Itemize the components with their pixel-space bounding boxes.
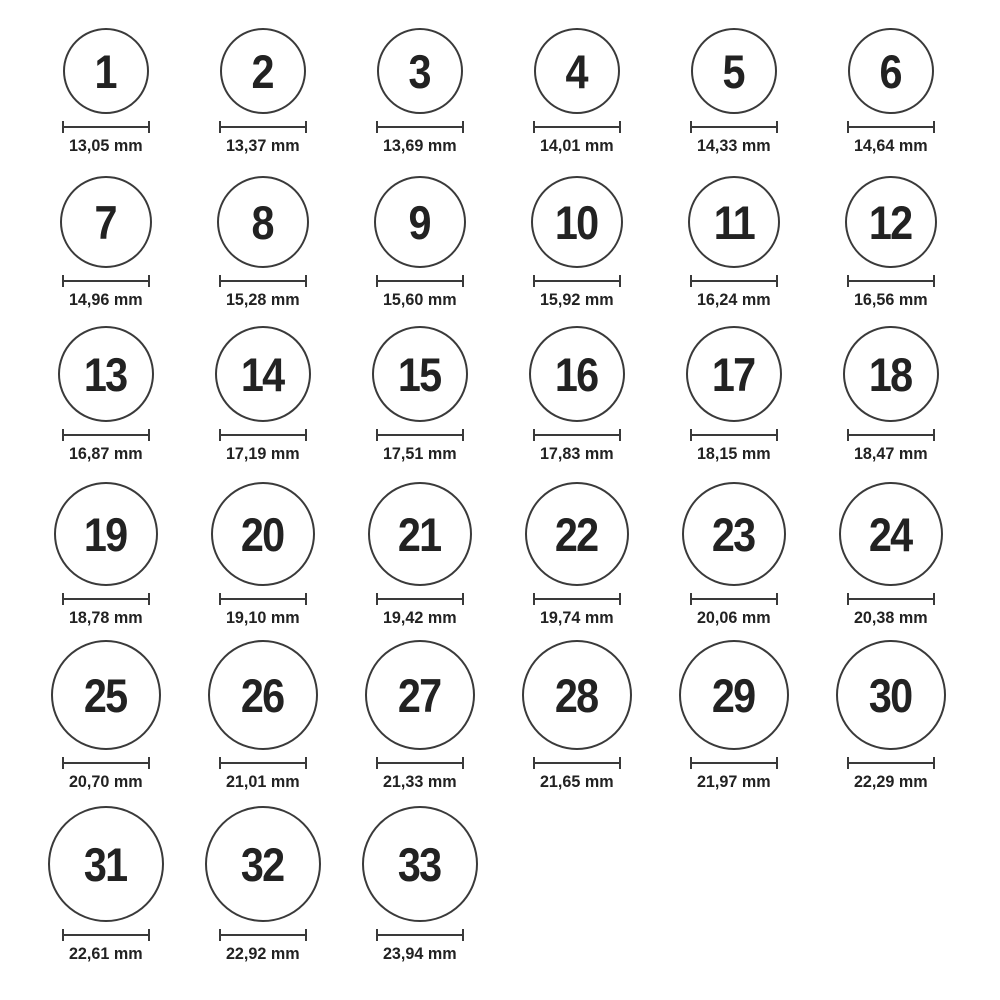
diameter-measure-line [376,757,464,769]
ring-size-number: 12 [869,195,912,249]
ring-size-item [27,482,184,628]
ring-circle [843,326,939,422]
diameter-value: 18,15 mm [696,444,771,463]
diameter-measure-line [219,121,307,133]
ring-size-item [341,326,498,464]
ring-size-number: 25 [84,668,127,722]
ring-size-item [812,482,969,628]
diameter-measure-line [847,593,935,605]
chart-row [27,806,1000,964]
diameter-value: 16,24 mm [696,290,771,309]
ring-size-item [341,640,498,792]
diameter-value: 15,60 mm [382,290,457,309]
ring-size-item [27,326,184,464]
ring-circle [60,176,152,268]
chart-row [27,176,1000,310]
diameter-value: 20,70 mm [68,772,143,791]
diameter-measure-line [62,929,150,941]
ring-circle [686,326,782,422]
diameter-value: 21,65 mm [539,772,614,791]
diameter-measure-line [62,275,150,287]
ring-circle [217,176,309,268]
diameter-value: 15,28 mm [225,290,300,309]
ring-size-number: 15 [398,347,441,401]
ring-size-number: 24 [869,507,912,561]
ring-size-number: 17 [712,347,755,401]
diameter-value: 16,87 mm [68,444,143,463]
ring-size-item [27,806,184,964]
diameter-value: 22,61 mm [68,944,143,963]
ring-size-number: 3 [408,44,431,98]
ring-size-item [498,176,655,310]
ring-circle [848,28,934,114]
ring-circle [845,176,937,268]
ring-size-number: 26 [241,668,284,722]
diameter-measure-line [62,593,150,605]
diameter-measure-line [376,929,464,941]
ring-circle [531,176,623,268]
diameter-value: 22,92 mm [225,944,300,963]
diameter-value: 19,10 mm [225,608,300,627]
diameter-measure-line [690,429,778,441]
ring-circle [525,482,629,586]
ring-size-item [498,28,655,156]
ring-size-number: 33 [398,837,441,891]
ring-circle [688,176,780,268]
ring-circle [208,640,318,750]
ring-circle [522,640,632,750]
chart-row [27,640,1000,792]
ring-size-number: 32 [241,837,284,891]
ring-size-item [655,482,812,628]
diameter-measure-line [847,121,935,133]
diameter-measure-line [62,121,150,133]
diameter-value: 22,29 mm [853,772,928,791]
ring-circle [63,28,149,114]
ring-size-number: 7 [94,195,117,249]
diameter-measure-line [219,275,307,287]
diameter-value: 13,37 mm [225,136,300,155]
ring-size-number: 30 [869,668,912,722]
ring-circle [682,482,786,586]
diameter-measure-line [376,121,464,133]
diameter-value: 18,47 mm [853,444,928,463]
ring-size-number: 6 [879,44,902,98]
ring-size-number: 8 [251,195,274,249]
diameter-value: 18,78 mm [68,608,143,627]
ring-circle [836,640,946,750]
ring-circle [220,28,306,114]
ring-size-item [184,482,341,628]
diameter-measure-line [533,121,621,133]
diameter-value: 17,51 mm [382,444,457,463]
ring-size-item [184,326,341,464]
chart-row [27,482,1000,628]
chart-row [27,326,1000,464]
ring-size-number: 31 [84,837,127,891]
ring-circle [839,482,943,586]
diameter-value: 21,33 mm [382,772,457,791]
diameter-measure-line [690,275,778,287]
diameter-value: 14,64 mm [853,136,928,155]
ring-circle [48,806,164,922]
ring-circle [54,482,158,586]
ring-size-item [655,176,812,310]
ring-size-number: 27 [398,668,441,722]
ring-circle [679,640,789,750]
diameter-measure-line [533,275,621,287]
ring-size-number: 4 [565,44,588,98]
ring-size-number: 1 [94,44,117,98]
diameter-value: 17,83 mm [539,444,614,463]
ring-size-number: 20 [241,507,284,561]
diameter-measure-line [62,429,150,441]
diameter-measure-line [219,429,307,441]
ring-circle [211,482,315,586]
diameter-value: 23,94 mm [382,944,457,963]
ring-size-number: 13 [84,347,127,401]
ring-circle [58,326,154,422]
ring-size-item [498,640,655,792]
diameter-measure-line [847,275,935,287]
diameter-value: 19,74 mm [539,608,614,627]
ring-circle [205,806,321,922]
ring-size-item [184,640,341,792]
diameter-measure-line [376,275,464,287]
diameter-value: 21,01 mm [225,772,300,791]
diameter-value: 14,96 mm [68,290,143,309]
diameter-value: 17,19 mm [225,444,300,463]
diameter-value: 14,01 mm [539,136,614,155]
diameter-value: 21,97 mm [696,772,771,791]
ring-size-number: 18 [869,347,912,401]
diameter-value: 16,56 mm [853,290,928,309]
ring-size-number: 9 [408,195,431,249]
ring-size-item [655,326,812,464]
diameter-value: 13,69 mm [382,136,457,155]
ring-size-item [655,640,812,792]
ring-size-item [184,806,341,964]
diameter-measure-line [690,593,778,605]
ring-circle [374,176,466,268]
diameter-value: 20,06 mm [696,608,771,627]
chart-row [27,28,1000,156]
diameter-value: 13,05 mm [68,136,143,155]
ring-size-item [498,326,655,464]
ring-size-item [341,482,498,628]
diameter-value: 15,92 mm [539,290,614,309]
ring-circle [691,28,777,114]
ring-size-number: 5 [722,44,745,98]
ring-size-number: 22 [555,507,598,561]
ring-circle [362,806,478,922]
ring-size-number: 19 [84,507,127,561]
ring-circle [51,640,161,750]
ring-size-number: 16 [555,347,598,401]
ring-size-number: 11 [713,195,754,249]
diameter-measure-line [533,429,621,441]
diameter-value: 14,33 mm [696,136,771,155]
ring-size-item [498,482,655,628]
ring-circle [368,482,472,586]
ring-circle [365,640,475,750]
ring-size-item [341,176,498,310]
ring-size-number: 21 [398,507,441,561]
ring-size-item [27,640,184,792]
diameter-measure-line [847,429,935,441]
ring-size-number: 28 [555,668,598,722]
ring-size-number: 23 [712,507,755,561]
ring-circle [377,28,463,114]
ring-size-number: 14 [241,347,284,401]
ring-size-number: 10 [555,195,598,249]
ring-size-item [341,806,498,964]
diameter-measure-line [219,929,307,941]
diameter-measure-line [62,757,150,769]
diameter-measure-line [376,593,464,605]
diameter-measure-line [690,121,778,133]
ring-size-item [812,326,969,464]
ring-size-number: 2 [251,44,274,98]
diameter-measure-line [690,757,778,769]
ring-size-item [27,28,184,156]
ring-circle [372,326,468,422]
ring-size-item [27,176,184,310]
diameter-measure-line [376,429,464,441]
diameter-value: 19,42 mm [382,608,457,627]
ring-size-item [812,640,969,792]
ring-size-item [184,176,341,310]
ring-circle [529,326,625,422]
ring-circle [534,28,620,114]
ring-size-item [812,28,969,156]
ring-size-item [655,28,812,156]
diameter-measure-line [847,757,935,769]
ring-size-number: 29 [712,668,755,722]
ring-size-item [184,28,341,156]
ring-circle [215,326,311,422]
ring-size-item [812,176,969,310]
ring-size-item [341,28,498,156]
diameter-value: 20,38 mm [853,608,928,627]
diameter-measure-line [533,757,621,769]
diameter-measure-line [219,757,307,769]
diameter-measure-line [219,593,307,605]
diameter-measure-line [533,593,621,605]
